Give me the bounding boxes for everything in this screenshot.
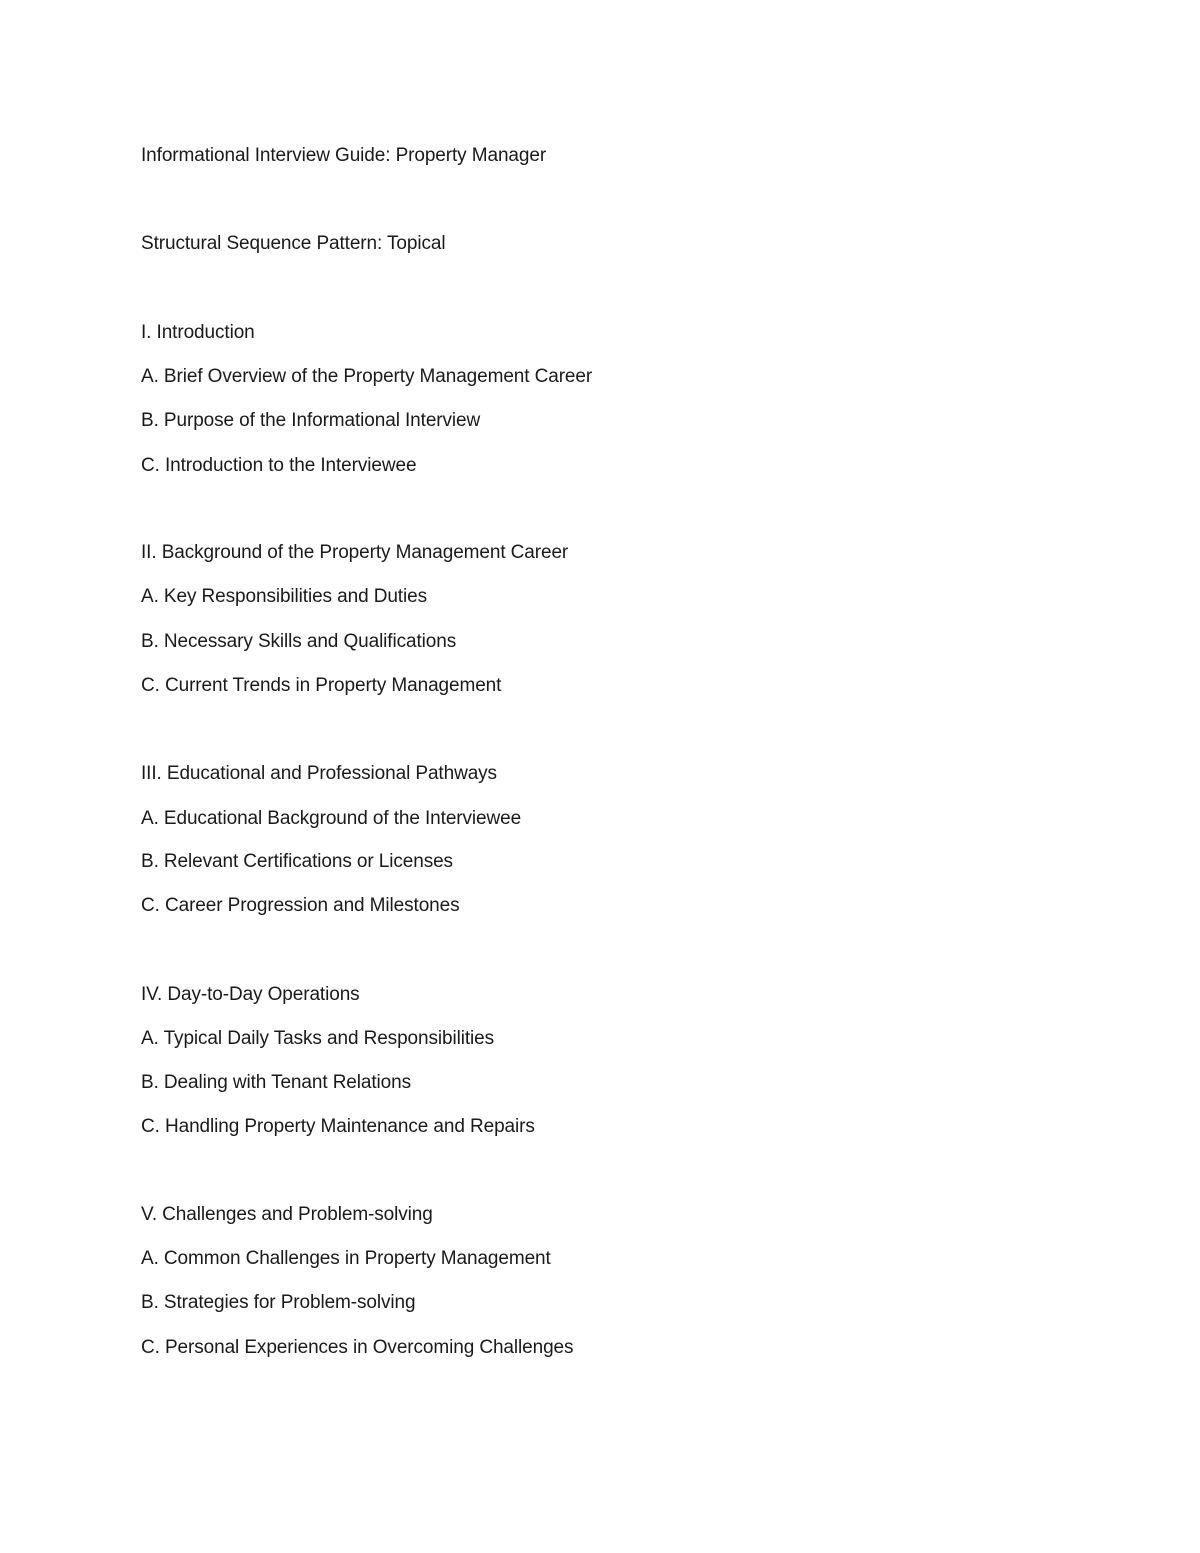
section-item: A. Educational Background of the Interviewee [141,808,522,829]
section-item: B. Purpose of the Informational Interview [141,410,481,431]
section-item: B. Dealing with Tenant Relations [141,1072,411,1093]
section-item: B. Strategies for Problem-solving [141,1292,416,1313]
section-heading: II. Background of the Property Management Career [141,542,569,563]
section-item: A. Common Challenges in Property Management [141,1248,551,1269]
document-title: Informational Interview Guide: Property Manager [141,145,547,166]
section-heading: V. Challenges and Problem-solving [141,1204,433,1225]
section-item: A. Typical Daily Tasks and Responsibilities [141,1028,494,1049]
section-item: C. Personal Experiences in Overcoming Challenges [141,1337,574,1358]
section-item: C. Current Trends in Property Management [141,675,502,696]
section-heading: IV. Day-to-Day Operations [141,984,360,1005]
section-item: C. Handling Property Maintenance and Repairs [141,1116,535,1137]
section-item: B. Necessary Skills and Qualifications [141,631,457,652]
section-heading: I. Introduction [141,322,255,343]
pattern-line: Structural Sequence Pattern: Topical [141,233,446,254]
section-item: B. Relevant Certifications or Licenses [141,851,453,872]
section-heading: III. Educational and Professional Pathways [141,763,497,784]
section-item: C. Career Progression and Milestones [141,895,460,916]
section-item: A. Key Responsibilities and Duties [141,586,427,607]
section-item: C. Introduction to the Interviewee [141,455,417,476]
section-item: A. Brief Overview of the Property Management Career [141,366,593,387]
